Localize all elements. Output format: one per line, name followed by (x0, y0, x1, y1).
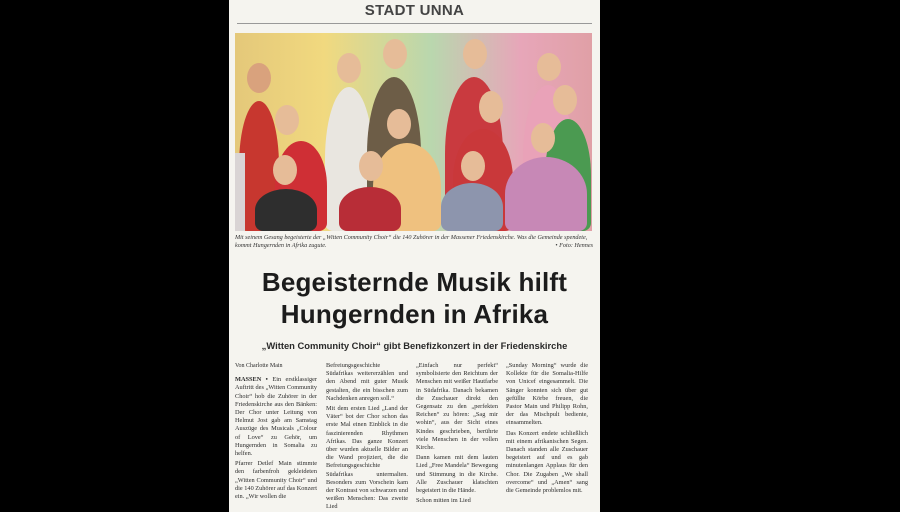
paragraph: „Einfach nur perfekt“ symbolisierte den Reichtum der Menschen mit weißer Hautfarbe in Südafrika. Danach bekamen die Zuschauer direkt den Gegensatz zu den „perfekten Reichen“ zu hören: „Sag mir wohin“, aus der Sicht eines Kindes geschrieben, berührte viele Menschen in der vollen Kirche. (416, 362, 498, 452)
singer (441, 183, 503, 231)
photo-caption (235, 234, 593, 250)
headline-line-2: Hungernden in Afrika (280, 299, 549, 329)
paragraph: Mit dem ersten Lied „Land der Väter“ bot der Chor schon das erste Mal einen Einblick in die faszinierenden Rhythmen Afrikas. Das ganze Konzert über wurden aktuelle Bilder an die Wand projiziert, die die Befreiungsgeschichte Südafrikas untermalten. Besonders zum Vorschein kam der Kontrast von schwarzen und weißen Menschen: Das zweite Lied (326, 405, 408, 511)
header-rule (237, 23, 592, 24)
headline-line-1: Begeisternde Musik hilft (261, 267, 568, 297)
singer-head (537, 53, 561, 81)
newspaper-page (229, 0, 600, 512)
article-column-1 (235, 362, 317, 512)
byline: Von Charlotte Main (235, 363, 283, 369)
photo-credit: • Foto: Hennes (555, 242, 593, 249)
paragraph: „Sunday Morning“ wurde die Kollekte für die Somalia-Hilfe von Unicef eingesammelt. Die Sänger konnten sich über gut gefüllte Körbe freuen, die Pastor Main und Philipp Rohn, der das Mischpult bediente, einsammelten. (506, 362, 588, 427)
singer-head (275, 105, 299, 135)
singer (339, 187, 401, 231)
paragraph: Das Konzert endete schließlich mit einem afrikanischen Segen. Danach standen alle Zuschauer begeistert auf und es gab minutenlangen Applaus für den Chor. Die Zugaben „We shall overcome“ und „Amen“ sang die Gemeinde problemlos mit. (506, 429, 588, 495)
paragraph: Befreiungsgeschichte Südafrikas weitererzählen und den Abend mit guter Musik gestalten, die ein bisschen zum Nachdenken anregen soll.“ (326, 362, 408, 402)
singer-head (479, 91, 503, 123)
choir-photo (235, 33, 592, 231)
singer-head (273, 155, 297, 185)
paragraph: Schon mitten im Lied (416, 497, 471, 505)
dateline: MASSEN • (235, 376, 268, 384)
article-headline (229, 266, 600, 330)
singer-head (337, 53, 361, 83)
singer (505, 157, 587, 231)
singer-head (247, 63, 271, 93)
article-column-2 (326, 362, 408, 512)
singer-head (387, 109, 411, 139)
edge-figure (235, 153, 245, 231)
singer-head (461, 151, 485, 181)
paragraph: Dann kamen mit dem lauten Lied „Free Mandela“ Bewegung und Stimmung in die Kirche. Alle Zuschauer klatschten begeistert in die Hände. (416, 454, 498, 495)
article-subhead: „Witten Community Choir“ gibt Benefizkonzert in der Friedenskirche (261, 340, 568, 351)
singer-head (531, 123, 555, 153)
paragraph (235, 376, 317, 458)
singer-head (553, 85, 577, 115)
paragraph: Pfarrer Detlef Main stimmte den farbenfroh gekleideten „Witten Community Choir“ und die 140 Zuhörer auf das Konzert ein. „Wir wollen die (235, 460, 317, 501)
caption-text: Mit seinem Gesang begeisterte der „Witten Community Choir“ die 140 Zuhörer in der Massener Friedenskirche. Was die Gemeinde spendete, kommt Hungernden in Afrika zugute. (235, 234, 588, 249)
article-column-3 (416, 362, 498, 512)
singer (255, 189, 317, 231)
singer-head (359, 151, 383, 181)
article-column-4 (506, 362, 588, 512)
section-header: STADT UNNA (364, 2, 465, 19)
singer-head (463, 39, 487, 69)
paragraph-text: Ein erstklassiger Auftritt des „Witten Community Choir“ hob die Zuhörer in der Friedenskirche aus den Bänken: Der Chor unter Leitung von Helmut Jost gab am Samstag Auszüge des Musicals „Colour of Love“ zu Gehör, um Hungernden in Somalia zu helfen. (235, 376, 317, 458)
singer-head (383, 39, 407, 69)
